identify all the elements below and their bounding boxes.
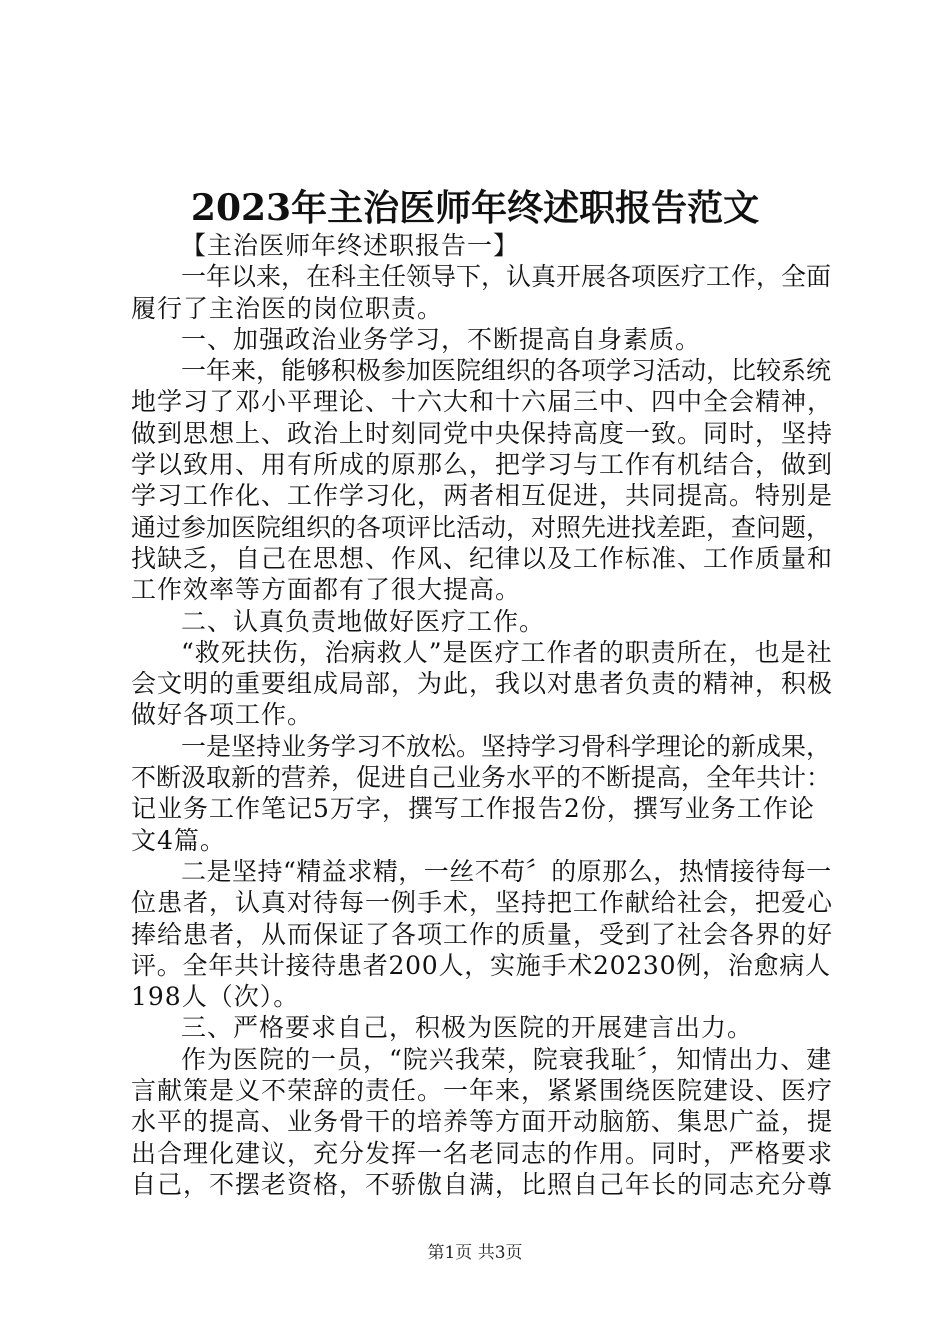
document-body	[131, 230, 833, 1200]
body-text-line: 工作效率等方面都有了很大提高。	[131, 575, 522, 605]
body-text-line: 一年来，能够积极参加医院组织的各项学习活动，比较系统	[181, 356, 832, 386]
document-title: 2023年主治医师年终述职报告范文	[190, 187, 760, 229]
body-text-line: 做到思想上、政治上时刻同党中央保持高度一致。同时，坚持	[131, 418, 834, 448]
body-text-line: 二、认真负责地做好医疗工作。	[181, 606, 546, 636]
body-text-line: “救死扶伤，治病救人”是医疗工作者的职责所在，也是社	[181, 637, 833, 667]
body-text-line: 一年以来，在科主任领导下，认真开展各项医疗工作，全面	[181, 262, 832, 292]
body-text-line: 二是坚持“精益求精，一丝不苟〞的原那么，热情接待每一	[181, 856, 832, 886]
body-text-line: 评。全年共计接待患者200人，实施手术20230例，治愈病人	[131, 950, 831, 980]
body-text-line: 找缺乏，自己在思想、作风、纪律以及工作标准、工作质量和	[131, 543, 834, 573]
body-text-line: 地学习了邓小平理论、十六大和十六届三中、四中全会精神，	[131, 387, 834, 417]
body-text-line: 通过参加医院组织的各项评比活动，对照先进找差距，查问题，	[131, 512, 832, 542]
body-text-line: 【主治医师年终述职报告一】	[181, 231, 520, 260]
body-text-line: 198人（次）。	[131, 982, 300, 1012]
body-text-line: 会文明的重要组成局部，为此，我以对患者负责的精神，积极	[131, 669, 834, 699]
body-text-line: 三、严格要求自己，积极为医院的开展建言出力。	[181, 1013, 754, 1043]
body-text-line: 记业务工作笔记5万字，撰写工作报告2份，撰写业务工作论	[131, 794, 815, 824]
body-text-line: 作为医院的一员，“院兴我荣，院衰我耻〞，知情出力、建	[181, 1044, 833, 1074]
body-text-line: 一是坚持业务学习不放松。坚持学习骨科学理论的新成果，	[181, 731, 832, 761]
body-text-line: 自己，不摆老资格，不骄傲自满，比照自己年长的同志充分尊	[131, 1169, 834, 1199]
body-text-line: 水平的提高、业务骨干的培养等方面开动脑筋、集思广益，提	[131, 1107, 834, 1137]
body-text-line: 出合理化建议，充分发挥一名老同志的作用。同时，严格要求	[131, 1138, 834, 1168]
page-number-footer: 第1页 共3页	[427, 1243, 523, 1263]
body-text-line: 做好各项工作。	[131, 700, 314, 730]
body-text-line: 履行了主治医的岗位职责。	[131, 293, 444, 323]
body-text-line: 言献策是义不荣辞的责任。一年来，紧紧围绕医院建设、医疗	[131, 1076, 834, 1106]
body-text-line: 学以致用、用有所成的原那么，把学习与工作有机结合，做到	[131, 450, 834, 480]
body-text-line: 位患者，认真对待每一例手术，坚持把工作献给社会，把爱心	[131, 888, 834, 918]
body-text-line: 捧给患者，从而保证了各项工作的质量，受到了社会各界的好	[131, 919, 834, 949]
body-text-line: 一、加强政治业务学习，不断提高自身素质。	[181, 324, 702, 354]
body-text-line: 文4篇。	[131, 825, 226, 855]
body-text-line: 不断汲取新的营养，促进自己业务水平的不断提高，全年共计：	[131, 763, 832, 793]
body-text-line: 学习工作化、工作学习化，两者相互促进，共同提高。特别是	[131, 481, 834, 511]
